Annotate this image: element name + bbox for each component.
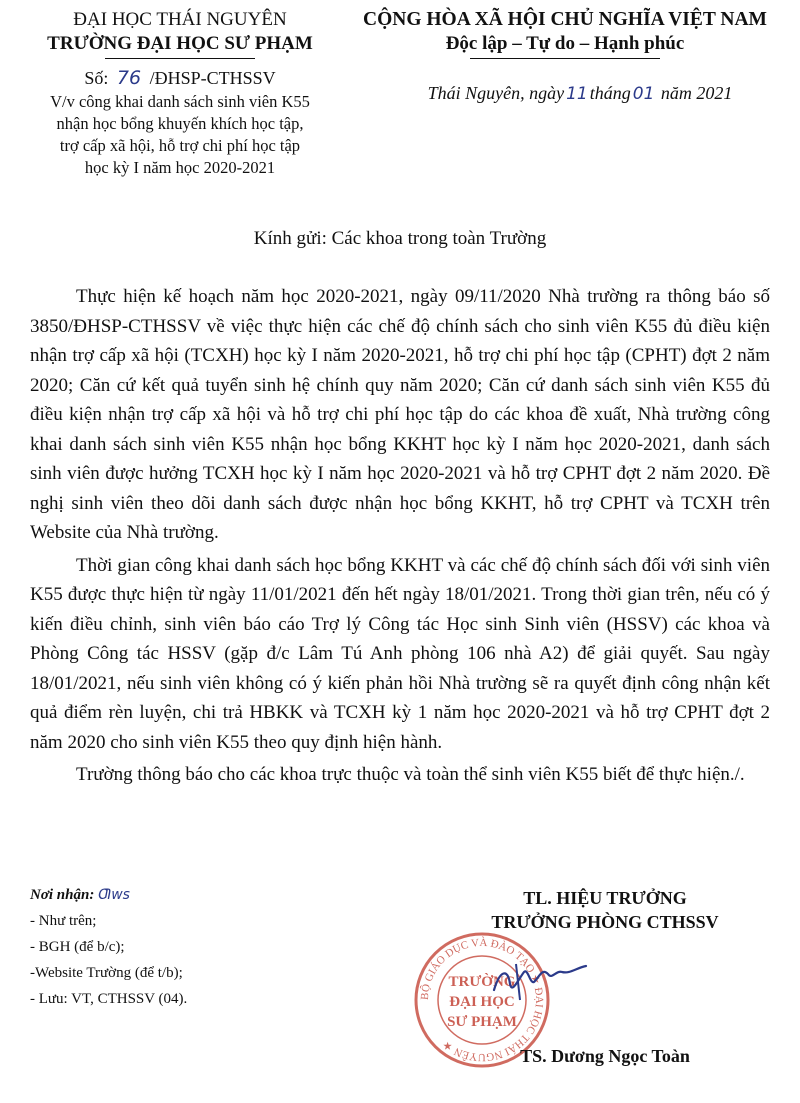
seal-line: SƯ PHẠM bbox=[447, 1014, 517, 1030]
recipients-title-label: Nơi nhận: bbox=[30, 887, 95, 903]
signer-authority: TL. HIỆU TRƯỞNG bbox=[523, 888, 687, 908]
document-number bbox=[30, 65, 330, 91]
greeting: Kính gửi: Các khoa trong toàn Trường bbox=[253, 228, 547, 249]
date-prefix: Thái Nguyên, ngày bbox=[427, 83, 565, 103]
recipients-handwritten-mark: Ƣws bbox=[98, 887, 130, 903]
seal-ring-text: BỘ GIÁO DỤC VÀ ĐÀO TẠO ★ ĐẠI HỌC THÁI NGUYÊN ★ bbox=[418, 936, 546, 1064]
issuer-block bbox=[30, 8, 330, 179]
document-number-prefix: Số: bbox=[84, 68, 109, 88]
date-month: 01 bbox=[632, 84, 655, 104]
date-year: năm 2021 bbox=[660, 83, 733, 103]
nation-title: CỘNG HÒA XÃ HỘI CHỦ NGHĨA VIỆT NAM bbox=[363, 9, 767, 30]
document-number-suffix: /ĐHSP-CTHSSV bbox=[149, 68, 276, 88]
seal-line: ĐẠI HỌC bbox=[449, 994, 515, 1010]
recipient-item: - BGH (để b/c); bbox=[30, 939, 125, 955]
document-date bbox=[330, 81, 800, 106]
signer-position: TRƯỞNG PHÒNG CTHSSV bbox=[491, 912, 719, 932]
date-day: 11 bbox=[566, 84, 588, 104]
subject-line: V/v công khai danh sách sinh viên K55 bbox=[50, 92, 310, 111]
subject-line: nhận học bổng khuyến khích học tập, bbox=[56, 114, 304, 133]
body-paragraph: Thời gian công khai danh sách học bổng KKHT và các chế độ chính sách đối với sinh viên K55 được thực hiện từ ngày 11/01/2021 đến hết ngày 18/01/2021. Trong thời gian trên, nếu có ý kiến điều chỉnh, sinh viên báo cáo Trợ lý Công tác Học sinh Sinh viên (HSSV) các khoa và Phòng Công tác HSSV (gặp đ/c Lâm Tú Anh phòng 106 nhà A2) để giải quyết. Sau ngày 18/01/2021, nếu sinh viên không có ý kiến phản hồi Nhà trường sẽ ra quyết định công nhận kết quả điểm rèn luyện, chi trả HBKK và TCXH kỳ 1 năm học 2020-2021 và hỗ trợ CPHT đợt 2 năm 2020 cho sinh viên K55 theo quy định hiện hành. bbox=[30, 554, 770, 753]
body-paragraph: Trường thông báo cho các khoa trực thuộc và toàn thể sinh viên K55 biết để thực hiện./. bbox=[76, 764, 745, 785]
document-number-value: 76 bbox=[116, 67, 142, 89]
recipient-item: -Website Trường (để t/b); bbox=[30, 965, 183, 981]
recipients-title bbox=[30, 882, 310, 908]
document-body bbox=[30, 282, 770, 793]
motto-underline bbox=[470, 58, 660, 59]
subject-line: học kỳ I năm học 2020-2021 bbox=[84, 158, 276, 177]
date-month-label: tháng bbox=[589, 83, 631, 103]
body-paragraph: Thực hiện kế hoạch năm học 2020-2021, ngày 09/11/2020 Nhà trường ra thông báo số 3850/ĐHSP-CTHSSV về việc thực hiện các chế độ chính sách cho sinh viên K55 đủ điều kiện nhận trợ cấp xã hội (TCXH) học kỳ I năm 2020-2021, hỗ trợ chi phí học tập (CPHT) đợt 2 năm 2020; Căn cứ kết quả tuyển sinh hệ chính quy năm 2020; Căn cứ danh sách sinh viên K55 đủ điều kiện nhận trợ cấp xã hội và hỗ trợ chi phí học tập do các khoa đề xuất, Nhà trường công khai danh sách sinh viên K55 nhận học bổng KKHT học kỳ I năm học 2020-2021, danh sách sinh viên được hưởng TCXH học kỳ I năm học 2020-2021 và hỗ trợ CPHT đợt 2 năm 2020. Đề nghị sinh viên theo dõi danh sách được nhận học bổng KKHT, hỗ trợ CPHT và TCXH trên Website của Nhà trường. bbox=[30, 286, 770, 543]
subject-line: trợ cấp xã hội, hỗ trợ chi phí học tập bbox=[59, 136, 301, 155]
signer-name: TS. Dương Ngọc Toàn bbox=[520, 1046, 690, 1066]
national-header bbox=[330, 8, 800, 106]
header-underline bbox=[105, 58, 255, 59]
recipients-block bbox=[30, 882, 310, 1012]
recipient-item: - Như trên; bbox=[30, 913, 97, 929]
org-name: TRƯỜNG ĐẠI HỌC SƯ PHẠM bbox=[47, 33, 313, 54]
org-parent: ĐẠI HỌC THÁI NGUYÊN bbox=[73, 9, 287, 30]
motto: Độc lập – Tự do – Hạnh phúc bbox=[445, 33, 685, 54]
seal-line: TRƯỜNG bbox=[448, 974, 516, 990]
handwritten-signature bbox=[490, 950, 590, 1010]
recipient-item: - Lưu: VT, CTHSSV (04). bbox=[30, 991, 188, 1007]
